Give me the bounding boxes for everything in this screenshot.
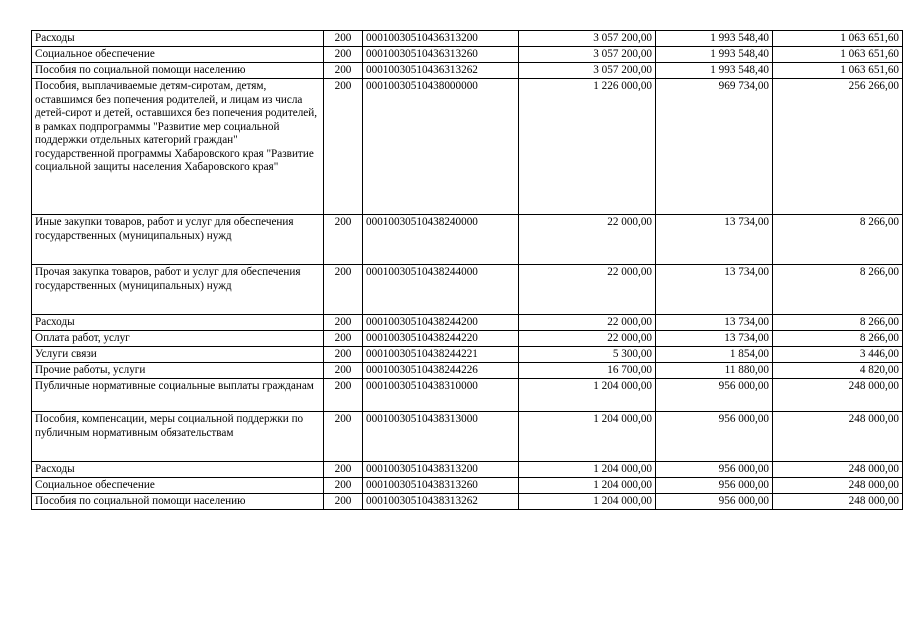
row-executed: 13 734,00	[656, 215, 773, 265]
table-row	[32, 215, 903, 265]
row-executed: 1 993 548,40	[656, 31, 773, 47]
table-body	[32, 31, 903, 510]
row-approved: 1 204 000,00	[519, 494, 656, 510]
row-line-code: 200	[324, 47, 363, 63]
budget-expenditure-table	[31, 30, 903, 510]
row-executed: 969 734,00	[656, 79, 773, 215]
row-budget-code: 00010030510438313262	[363, 494, 519, 510]
row-line-code: 200	[324, 494, 363, 510]
row-executed: 13 734,00	[656, 315, 773, 331]
row-line-code: 200	[324, 347, 363, 363]
row-executed: 1 993 548,40	[656, 63, 773, 79]
row-name: Расходы	[32, 315, 324, 331]
row-name: Иные закупки товаров, работ и услуг для обеспечения государственных (муниципальных) нужд	[32, 215, 324, 265]
row-executed: 956 000,00	[656, 478, 773, 494]
row-approved: 16 700,00	[519, 363, 656, 379]
row-unexecuted: 248 000,00	[773, 412, 903, 462]
row-budget-code: 00010030510438313260	[363, 478, 519, 494]
table-row	[32, 363, 903, 379]
row-executed: 956 000,00	[656, 379, 773, 412]
row-unexecuted: 8 266,00	[773, 315, 903, 331]
row-name: Пособия, выплачиваемые детям-сиротам, детям, оставшимся без попечения родителей, и лицам из числа детей-сирот и детей, оставшихся без попечения родителей, в рамках подпрограммы "Развитие мер социальной поддержки отдельных категорий граждан" государственной программы Хабаровского края "Развитие социальной защиты населения Хабаровского края"	[32, 79, 324, 215]
row-approved: 22 000,00	[519, 265, 656, 315]
row-budget-code: 00010030510438244220	[363, 331, 519, 347]
row-budget-code: 00010030510436313200	[363, 31, 519, 47]
row-name: Социальное обеспечение	[32, 478, 324, 494]
row-name: Пособия по социальной помощи населению	[32, 63, 324, 79]
row-approved: 22 000,00	[519, 315, 656, 331]
table-row	[32, 331, 903, 347]
row-budget-code: 00010030510436313260	[363, 47, 519, 63]
row-executed: 1 854,00	[656, 347, 773, 363]
row-unexecuted: 256 266,00	[773, 79, 903, 215]
row-line-code: 200	[324, 315, 363, 331]
row-approved: 22 000,00	[519, 215, 656, 265]
row-unexecuted: 8 266,00	[773, 265, 903, 315]
row-line-code: 200	[324, 63, 363, 79]
row-executed: 13 734,00	[656, 265, 773, 315]
table-row	[32, 315, 903, 331]
row-budget-code: 00010030510436313262	[363, 63, 519, 79]
row-executed: 13 734,00	[656, 331, 773, 347]
row-line-code: 200	[324, 79, 363, 215]
row-line-code: 200	[324, 363, 363, 379]
row-budget-code: 00010030510438240000	[363, 215, 519, 265]
row-budget-code: 00010030510438244226	[363, 363, 519, 379]
row-name: Расходы	[32, 31, 324, 47]
row-name: Пособия по социальной помощи населению	[32, 494, 324, 510]
row-executed: 956 000,00	[656, 462, 773, 478]
row-executed: 956 000,00	[656, 412, 773, 462]
row-unexecuted: 248 000,00	[773, 379, 903, 412]
row-unexecuted: 248 000,00	[773, 462, 903, 478]
row-unexecuted: 8 266,00	[773, 331, 903, 347]
row-line-code: 200	[324, 379, 363, 412]
row-approved: 22 000,00	[519, 331, 656, 347]
table-row	[32, 31, 903, 47]
row-unexecuted: 1 063 651,60	[773, 47, 903, 63]
row-name: Расходы	[32, 462, 324, 478]
row-line-code: 200	[324, 412, 363, 462]
table-row	[32, 79, 903, 215]
row-approved: 1 204 000,00	[519, 379, 656, 412]
table-row	[32, 494, 903, 510]
row-name: Прочие работы, услуги	[32, 363, 324, 379]
row-budget-code: 00010030510438313000	[363, 412, 519, 462]
row-line-code: 200	[324, 31, 363, 47]
row-unexecuted: 248 000,00	[773, 478, 903, 494]
row-approved: 1 226 000,00	[519, 79, 656, 215]
row-budget-code: 00010030510438244000	[363, 265, 519, 315]
row-approved: 3 057 200,00	[519, 63, 656, 79]
table-row	[32, 47, 903, 63]
row-name: Социальное обеспечение	[32, 47, 324, 63]
row-line-code: 200	[324, 215, 363, 265]
row-name: Пособия, компенсации, меры социальной поддержки по публичным нормативным обязательствам	[32, 412, 324, 462]
row-unexecuted: 1 063 651,60	[773, 31, 903, 47]
row-unexecuted: 3 446,00	[773, 347, 903, 363]
row-budget-code: 00010030510438313200	[363, 462, 519, 478]
table-row	[32, 412, 903, 462]
row-executed: 1 993 548,40	[656, 47, 773, 63]
row-budget-code: 00010030510438244200	[363, 315, 519, 331]
row-approved: 3 057 200,00	[519, 47, 656, 63]
table-row	[32, 462, 903, 478]
row-name: Оплата работ, услуг	[32, 331, 324, 347]
row-unexecuted: 4 820,00	[773, 363, 903, 379]
row-budget-code: 00010030510438310000	[363, 379, 519, 412]
table-row	[32, 63, 903, 79]
row-budget-code: 00010030510438244221	[363, 347, 519, 363]
row-approved: 1 204 000,00	[519, 412, 656, 462]
row-line-code: 200	[324, 462, 363, 478]
row-unexecuted: 248 000,00	[773, 494, 903, 510]
row-approved: 1 204 000,00	[519, 462, 656, 478]
row-line-code: 200	[324, 478, 363, 494]
row-executed: 11 880,00	[656, 363, 773, 379]
row-executed: 956 000,00	[656, 494, 773, 510]
table-row	[32, 347, 903, 363]
row-name: Прочая закупка товаров, работ и услуг для обеспечения государственных (муниципальных) нужд	[32, 265, 324, 315]
row-budget-code: 00010030510438000000	[363, 79, 519, 215]
row-line-code: 200	[324, 265, 363, 315]
row-approved: 3 057 200,00	[519, 31, 656, 47]
row-unexecuted: 8 266,00	[773, 215, 903, 265]
table-row	[32, 478, 903, 494]
row-approved: 5 300,00	[519, 347, 656, 363]
row-line-code: 200	[324, 331, 363, 347]
table-row	[32, 379, 903, 412]
row-approved: 1 204 000,00	[519, 478, 656, 494]
row-name: Услуги связи	[32, 347, 324, 363]
table-row	[32, 265, 903, 315]
row-unexecuted: 1 063 651,60	[773, 63, 903, 79]
row-name: Публичные нормативные социальные выплаты гражданам	[32, 379, 324, 412]
